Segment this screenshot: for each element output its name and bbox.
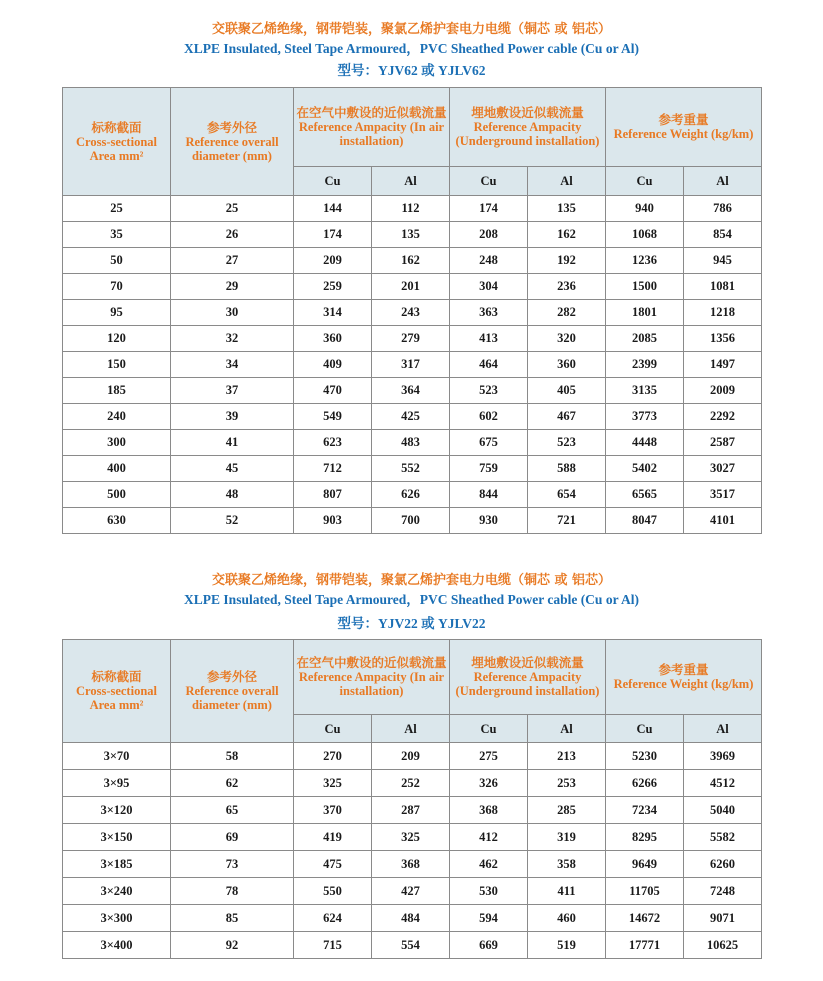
table-row (63, 326, 762, 352)
weight-cu-cell: 1068 (606, 222, 684, 248)
ground-cu-cell: 248 (450, 248, 528, 274)
table-row (63, 248, 762, 274)
ground-cu-cell: 363 (450, 300, 528, 326)
air-al-cell: 162 (372, 248, 450, 274)
air-cu-cell: 174 (294, 222, 372, 248)
area-cell: 3×120 (63, 797, 171, 824)
weight-al-cell: 9071 (684, 905, 762, 932)
air-cu-cell: 470 (294, 378, 372, 404)
ground-cu-cell: 464 (450, 352, 528, 378)
ground-al-cell: 319 (528, 824, 606, 851)
ground-al-cell: 411 (528, 878, 606, 905)
header-air-cn: 在空气中敷设的近似载流量 (296, 106, 447, 120)
air-al-cell: 317 (372, 352, 450, 378)
weight-al-cell: 7248 (684, 878, 762, 905)
weight-al-cell: 2292 (684, 404, 762, 430)
ground-cu-cell: 930 (450, 508, 528, 534)
header-weight-al: Al (684, 167, 762, 196)
header-air-en: Reference Ampacity (In air installation) (298, 120, 445, 148)
ground-al-cell: 467 (528, 404, 606, 430)
area-cell: 3×150 (63, 824, 171, 851)
ground-al-cell: 460 (528, 905, 606, 932)
air-al-cell: 483 (372, 430, 450, 456)
air-al-cell: 252 (372, 770, 450, 797)
table-row (63, 404, 762, 430)
header-diameter (171, 88, 294, 196)
ground-cu-cell: 412 (450, 824, 528, 851)
area-cell: 3×70 (63, 743, 171, 770)
air-al-cell: 484 (372, 905, 450, 932)
weight-cu-cell: 2085 (606, 326, 684, 352)
diameter-cell: 27 (171, 248, 294, 274)
ground-al-cell: 721 (528, 508, 606, 534)
ground-al-cell: 360 (528, 352, 606, 378)
ground-al-cell: 654 (528, 482, 606, 508)
area-cell: 120 (63, 326, 171, 352)
air-cu-cell: 325 (294, 770, 372, 797)
table-row (63, 743, 762, 770)
air-al-cell: 552 (372, 456, 450, 482)
ground-al-cell: 192 (528, 248, 606, 274)
area-cell: 3×95 (63, 770, 171, 797)
table-row (63, 352, 762, 378)
air-cu-cell: 903 (294, 508, 372, 534)
ground-cu-cell: 462 (450, 851, 528, 878)
section1-title-cn: 交联聚乙烯绝缘，钢带铠装，聚氯乙烯护套电力电缆（铜芯 或 铝芯） (211, 22, 612, 37)
header-weight-cu: Cu (606, 715, 684, 743)
ground-al-cell: 358 (528, 851, 606, 878)
ground-al-cell: 405 (528, 378, 606, 404)
weight-cu-cell: 6266 (606, 770, 684, 797)
diameter-cell: 52 (171, 508, 294, 534)
air-al-cell: 325 (372, 824, 450, 851)
ground-cu-cell: 368 (450, 797, 528, 824)
ground-cu-cell: 174 (450, 196, 528, 222)
cable-table-yjv22 (62, 639, 762, 959)
header-air (294, 640, 450, 715)
weight-cu-cell: 7234 (606, 797, 684, 824)
table-row (63, 378, 762, 404)
air-al-cell: 209 (372, 743, 450, 770)
ground-al-cell: 236 (528, 274, 606, 300)
ground-cu-cell: 275 (450, 743, 528, 770)
header-ground-cn: 埋地敷设近似载流量 (471, 656, 584, 670)
weight-cu-cell: 2399 (606, 352, 684, 378)
air-cu-cell: 475 (294, 851, 372, 878)
weight-al-cell: 4512 (684, 770, 762, 797)
diameter-cell: 32 (171, 326, 294, 352)
area-cell: 35 (63, 222, 171, 248)
diameter-cell: 65 (171, 797, 294, 824)
weight-cu-cell: 5230 (606, 743, 684, 770)
air-al-cell: 243 (372, 300, 450, 326)
ground-cu-cell: 530 (450, 878, 528, 905)
ground-cu-cell: 523 (450, 378, 528, 404)
weight-cu-cell: 17771 (606, 932, 684, 959)
ground-al-cell: 523 (528, 430, 606, 456)
air-cu-cell: 144 (294, 196, 372, 222)
air-al-cell: 279 (372, 326, 450, 352)
diameter-cell: 26 (171, 222, 294, 248)
diameter-cell: 48 (171, 482, 294, 508)
air-al-cell: 287 (372, 797, 450, 824)
table-row (63, 770, 762, 797)
header-weight-en: Reference Weight (kg/km) (613, 677, 754, 691)
ground-al-cell: 213 (528, 743, 606, 770)
weight-al-cell: 2587 (684, 430, 762, 456)
table-row (63, 196, 762, 222)
air-al-cell: 427 (372, 878, 450, 905)
weight-al-cell: 10625 (684, 932, 762, 959)
weight-cu-cell: 6565 (606, 482, 684, 508)
ground-al-cell: 285 (528, 797, 606, 824)
weight-al-cell: 5582 (684, 824, 762, 851)
weight-al-cell: 3969 (684, 743, 762, 770)
header-air-cu: Cu (294, 715, 372, 743)
header-ground-cn: 埋地敷设近似载流量 (471, 106, 584, 120)
ground-cu-cell: 675 (450, 430, 528, 456)
area-cell: 50 (63, 248, 171, 274)
header-air-en: Reference Ampacity (In air installation) (298, 670, 445, 698)
diameter-cell: 37 (171, 378, 294, 404)
air-cu-cell: 370 (294, 797, 372, 824)
diameter-cell: 29 (171, 274, 294, 300)
ground-cu-cell: 759 (450, 456, 528, 482)
air-cu-cell: 624 (294, 905, 372, 932)
ground-cu-cell: 594 (450, 905, 528, 932)
air-al-cell: 364 (372, 378, 450, 404)
table-row (63, 905, 762, 932)
section2-title-en: XLPE Insulated, Steel Tape Armoured，PVC Sheathed Power cable (Cu or Al) (184, 592, 639, 607)
header-diameter-en: Reference overall diameter (mm) (185, 684, 279, 712)
weight-al-cell: 4101 (684, 508, 762, 534)
air-cu-cell: 712 (294, 456, 372, 482)
diameter-cell: 39 (171, 404, 294, 430)
header-area (63, 640, 171, 743)
ground-cu-cell: 602 (450, 404, 528, 430)
diameter-cell: 62 (171, 770, 294, 797)
area-cell: 500 (63, 482, 171, 508)
area-cell: 3×185 (63, 851, 171, 878)
header-weight-cn: 参考重量 (658, 113, 709, 127)
diameter-cell: 69 (171, 824, 294, 851)
header-ground-en: Reference Ampacity (Underground installation) (455, 670, 600, 698)
header-area-cn: 标称截面 (91, 120, 142, 135)
table-row (63, 878, 762, 905)
weight-cu-cell: 940 (606, 196, 684, 222)
section2-title-cn: 交联聚乙烯绝缘，钢带铠装，聚氯乙烯护套电力电缆（铜芯 或 铝芯） (211, 573, 612, 588)
diameter-cell: 85 (171, 905, 294, 932)
air-al-cell: 554 (372, 932, 450, 959)
diameter-cell: 92 (171, 932, 294, 959)
table-row (63, 932, 762, 959)
header-ground (450, 640, 606, 715)
area-cell: 630 (63, 508, 171, 534)
air-al-cell: 201 (372, 274, 450, 300)
weight-al-cell: 1497 (684, 352, 762, 378)
ground-cu-cell: 844 (450, 482, 528, 508)
header-weight (606, 640, 762, 715)
header-air (294, 88, 450, 167)
table-row (63, 508, 762, 534)
weight-al-cell: 1356 (684, 326, 762, 352)
weight-cu-cell: 8295 (606, 824, 684, 851)
table-row (63, 797, 762, 824)
header-area (63, 88, 171, 196)
header-diameter-cn: 参考外径 (206, 670, 257, 684)
diameter-cell: 45 (171, 456, 294, 482)
area-cell: 70 (63, 274, 171, 300)
header-ground-al: Al (528, 167, 606, 196)
air-cu-cell: 409 (294, 352, 372, 378)
table-row (63, 300, 762, 326)
table-row (63, 430, 762, 456)
header-diameter-cn: 参考外径 (206, 120, 257, 135)
weight-al-cell: 3027 (684, 456, 762, 482)
air-al-cell: 368 (372, 851, 450, 878)
ground-cu-cell: 208 (450, 222, 528, 248)
header-weight-cn: 参考重量 (658, 663, 709, 677)
table-row (63, 851, 762, 878)
weight-al-cell: 1081 (684, 274, 762, 300)
air-cu-cell: 314 (294, 300, 372, 326)
air-cu-cell: 623 (294, 430, 372, 456)
ground-al-cell: 162 (528, 222, 606, 248)
diameter-cell: 34 (171, 352, 294, 378)
header-diameter (171, 640, 294, 743)
weight-cu-cell: 4448 (606, 430, 684, 456)
header-area-en: Cross-sectional Area mm² (75, 134, 157, 163)
table-row (63, 824, 762, 851)
header-weight-en: Reference Weight (kg/km) (613, 127, 754, 141)
weight-cu-cell: 11705 (606, 878, 684, 905)
diameter-cell: 58 (171, 743, 294, 770)
area-cell: 95 (63, 300, 171, 326)
weight-cu-cell: 3773 (606, 404, 684, 430)
area-cell: 25 (63, 196, 171, 222)
air-al-cell: 626 (372, 482, 450, 508)
weight-cu-cell: 8047 (606, 508, 684, 534)
weight-al-cell: 5040 (684, 797, 762, 824)
diameter-cell: 73 (171, 851, 294, 878)
air-cu-cell: 270 (294, 743, 372, 770)
diameter-cell: 25 (171, 196, 294, 222)
area-cell: 3×240 (63, 878, 171, 905)
weight-cu-cell: 1500 (606, 274, 684, 300)
air-al-cell: 425 (372, 404, 450, 430)
weight-al-cell: 6260 (684, 851, 762, 878)
area-cell: 300 (63, 430, 171, 456)
ground-cu-cell: 304 (450, 274, 528, 300)
ground-al-cell: 135 (528, 196, 606, 222)
weight-al-cell: 2009 (684, 378, 762, 404)
air-cu-cell: 807 (294, 482, 372, 508)
weight-cu-cell: 14672 (606, 905, 684, 932)
air-al-cell: 700 (372, 508, 450, 534)
ground-al-cell: 320 (528, 326, 606, 352)
weight-cu-cell: 3135 (606, 378, 684, 404)
section2-model: 型号：YJV22 或 YJLV22 (337, 616, 486, 631)
section1-model: 型号：YJV62 或 YJLV62 (337, 63, 486, 78)
diameter-cell: 78 (171, 878, 294, 905)
air-al-cell: 135 (372, 222, 450, 248)
area-cell: 400 (63, 456, 171, 482)
air-al-cell: 112 (372, 196, 450, 222)
section1-title-en: XLPE Insulated, Steel Tape Armoured，PVC Sheathed Power cable (Cu or Al) (184, 41, 639, 56)
area-cell: 185 (63, 378, 171, 404)
area-cell: 150 (63, 352, 171, 378)
header-air-al: Al (372, 167, 450, 196)
header-area-en: Cross-sectional Area mm² (75, 684, 157, 712)
header-ground-al: Al (528, 715, 606, 743)
ground-al-cell: 282 (528, 300, 606, 326)
header-diameter-en: Reference overall diameter (mm) (185, 134, 279, 163)
area-cell: 3×400 (63, 932, 171, 959)
header-ground (450, 88, 606, 167)
air-cu-cell: 550 (294, 878, 372, 905)
weight-cu-cell: 1801 (606, 300, 684, 326)
header-ground-cu: Cu (450, 167, 528, 196)
air-cu-cell: 259 (294, 274, 372, 300)
header-ground-en: Reference Ampacity (Underground installation) (455, 120, 600, 148)
air-cu-cell: 419 (294, 824, 372, 851)
ground-al-cell: 519 (528, 932, 606, 959)
weight-al-cell: 3517 (684, 482, 762, 508)
header-air-cu: Cu (294, 167, 372, 196)
weight-al-cell: 854 (684, 222, 762, 248)
ground-al-cell: 253 (528, 770, 606, 797)
weight-al-cell: 945 (684, 248, 762, 274)
table-row (63, 222, 762, 248)
air-cu-cell: 209 (294, 248, 372, 274)
weight-al-cell: 1218 (684, 300, 762, 326)
table-row (63, 482, 762, 508)
area-cell: 240 (63, 404, 171, 430)
weight-cu-cell: 1236 (606, 248, 684, 274)
header-weight-al: Al (684, 715, 762, 743)
table-row (63, 274, 762, 300)
diameter-cell: 41 (171, 430, 294, 456)
weight-al-cell: 786 (684, 196, 762, 222)
ground-al-cell: 588 (528, 456, 606, 482)
header-ground-cu: Cu (450, 715, 528, 743)
ground-cu-cell: 669 (450, 932, 528, 959)
header-air-al: Al (372, 715, 450, 743)
air-cu-cell: 360 (294, 326, 372, 352)
ground-cu-cell: 413 (450, 326, 528, 352)
header-air-cn: 在空气中敷设的近似载流量 (296, 656, 447, 670)
header-area-cn: 标称截面 (91, 670, 142, 684)
air-cu-cell: 549 (294, 404, 372, 430)
weight-cu-cell: 9649 (606, 851, 684, 878)
cable-table-yjv62 (62, 87, 762, 534)
area-cell: 3×300 (63, 905, 171, 932)
weight-cu-cell: 5402 (606, 456, 684, 482)
diameter-cell: 30 (171, 300, 294, 326)
header-weight (606, 88, 762, 167)
air-cu-cell: 715 (294, 932, 372, 959)
header-weight-cu: Cu (606, 167, 684, 196)
table-row (63, 456, 762, 482)
ground-cu-cell: 326 (450, 770, 528, 797)
